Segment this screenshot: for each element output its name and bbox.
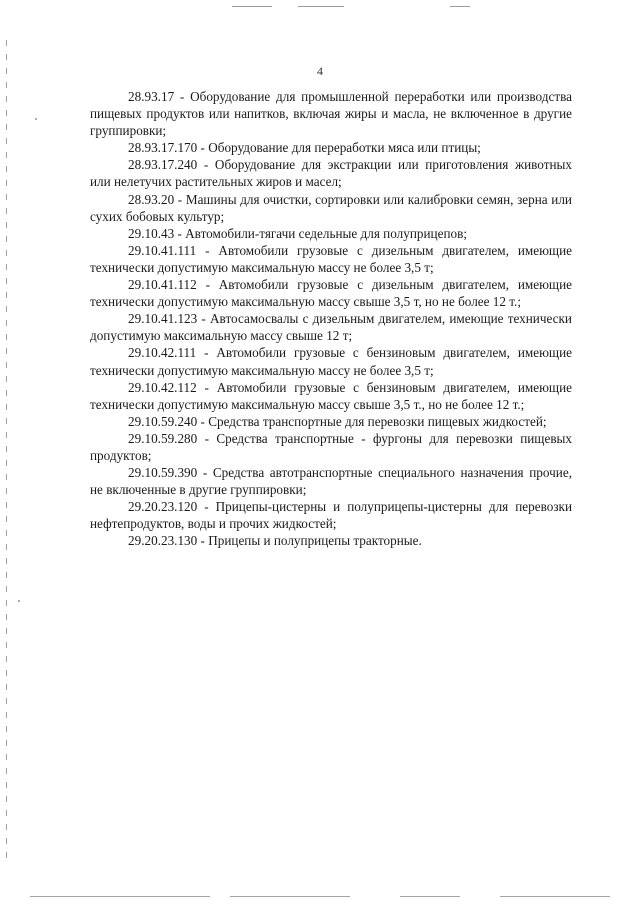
list-item: 29.20.23.130 - Прицепы и полуприцепы тракторные. xyxy=(128,533,422,549)
list-item: 29.10.41.112 - Автомобили грузовые с дизельным двигателем, имеющие технически допустимую максимальную массу свыше 3,5 т, но не более 12 т.; xyxy=(90,277,572,310)
list-item: 29.10.43 - Автомобили-тягачи седельные для полуприцепов; xyxy=(128,225,467,241)
list-item: 29.20.23.120 - Прицепы-цистерны и полуприцепы-цистерны для перевозки нефтепродуктов, воды и прочих жидкостей; xyxy=(90,499,572,532)
list-item: 29.10.59.280 - Средства транспортные - фургоны для перевозки пищевых продуктов; xyxy=(90,430,572,463)
document-body xyxy=(90,88,572,550)
scan-mark-bottom xyxy=(230,896,350,897)
list-item: 29.10.59.240 - Средства транспортные для перевозки пищевых жидкостей; xyxy=(128,413,547,429)
scan-edge-left xyxy=(6,40,7,860)
scan-mark-bottom xyxy=(30,896,210,897)
list-item: 28.93.17 - Оборудование для промышленной переработки или производства пищевых продуктов или напитков, включая жиры и масла, не включенное в другие группировки; xyxy=(90,89,572,139)
scan-speck xyxy=(35,118,37,120)
list-item: 28.93.17.240 - Оборудование для экстракции или приготовления животных или нелетучих растительных жиров и масел; xyxy=(90,157,572,190)
list-item: 29.10.42.112 - Автомобили грузовые с бензиновым двигателем, имеющие технически допустимую максимальную массу свыше 3,5 т., но не более 12 т.; xyxy=(90,379,572,412)
scan-mark-top xyxy=(450,6,470,7)
page-number: 4 xyxy=(317,64,323,78)
list-item: 29.10.41.111 - Автомобили грузовые с дизельным двигателем, имеющие технически допустимую максимальную массу не более 3,5 т; xyxy=(90,242,572,275)
list-item: 29.10.42.111 - Автомобили грузовые с бензиновым двигателем, имеющие технически допустимую максимальную массу не более 3,5 т; xyxy=(90,345,572,378)
scan-mark-bottom xyxy=(400,896,460,897)
scan-mark-top xyxy=(232,6,272,7)
scan-mark-top xyxy=(298,6,344,7)
list-item: 29.10.41.123 - Автосамосвалы с дизельным двигателем, имеющие технически допустимую максимальную массу свыше 12 т; xyxy=(90,311,572,344)
list-item: 28.93.17.170 - Оборудование для переработки мяса или птицы; xyxy=(128,140,481,156)
scan-mark-bottom xyxy=(500,896,610,897)
scan-speck xyxy=(18,600,20,602)
list-item: 29.10.59.390 - Средства автотранспортные специального назначения прочие, не включенные в другие группировки; xyxy=(90,465,572,498)
list-item: 28.93.20 - Машины для очистки, сортировки или калибровки семян, зерна или сухих бобовых культур; xyxy=(90,191,572,224)
